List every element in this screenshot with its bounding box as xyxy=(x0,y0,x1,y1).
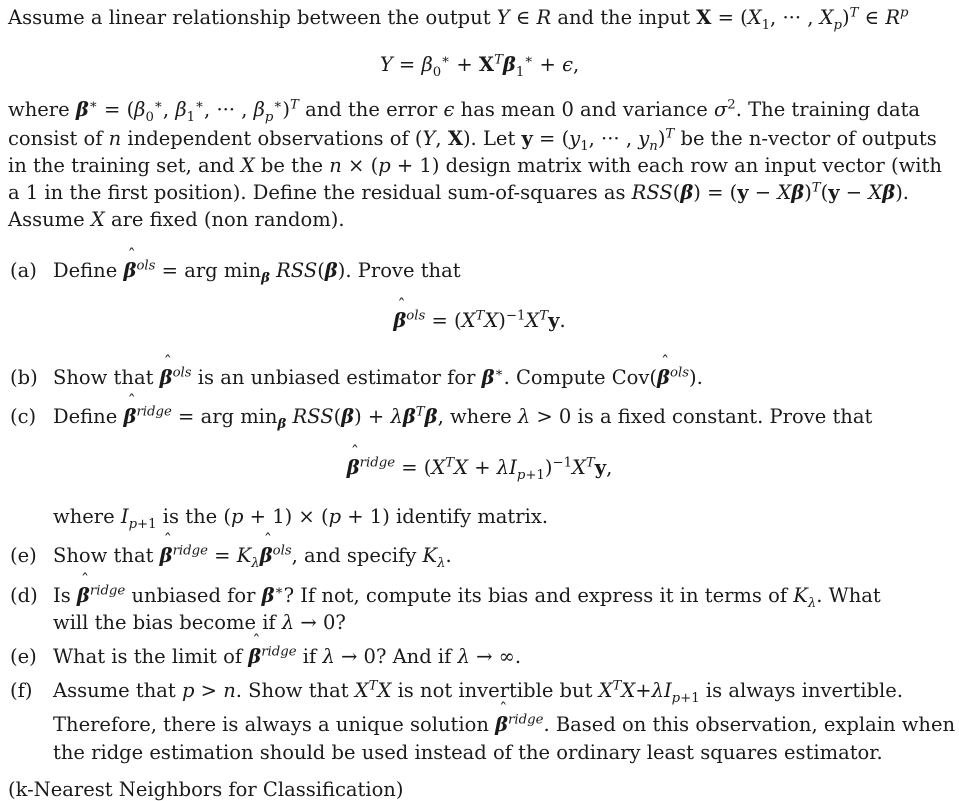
part-f-line-2: Therefore, there is always a unique solution ˆ $\beta^{ridge}$. Based on this observation, explain when xyxy=(53,713,955,736)
part-d: (d) Is ˆ $\beta^{ridge}$ unbiased for β∗? If not, compute its bias and express it in terms of $K_\lambda$. What xyxy=(10,584,881,607)
part-b: (b) Show that ˆ $\beta^{ols}$ is an unbiased estimator for β∗. Compute Cov(ˆ $\beta^{ols}$). xyxy=(10,366,703,389)
part-e-second: (e) What is the limit of ˆ $\beta^{ridge}$ if λ → 0? And if λ → ∞. xyxy=(10,645,521,668)
next-section-heading-cut: (k-Nearest Neighbors for Classification) xyxy=(8,778,404,801)
intro-line-2: where $\beta^∗ = (\beta_0^∗$, $\beta_1^∗$, ··· , $\beta_p^∗)^T$ and the error ϵ has mean 0 and variance $\sigma^2$. The training data xyxy=(8,97,921,125)
model-equation: $Y = \beta_0^∗ + X^T\beta_1^∗ + \epsilon$, xyxy=(379,52,580,80)
intro-line-5: a 1 in the first position). Define the residual sum-of-squares as $RSS(\beta) = (y - X\beta)^T(y - X\beta)$. xyxy=(8,180,909,204)
intro-line-1: Assume a linear relationship between the output Y ∈ R and the input $X = (X_1$, ··· , $X_p)^T$ ∈ $R^p$ xyxy=(8,5,909,33)
part-a: (a) Define ˆ $\beta^{ols}$ = arg $\min_\beta RSS(\beta)$. Prove that xyxy=(10,259,461,282)
ols-equation: ˆ $\beta^{ols} = (X^TX)^{-1}X^Ty$. xyxy=(0,309,959,332)
part-c-identity-note: where $I_{p+1}$ is the (p + 1) × (p + 1) identify matrix. xyxy=(53,505,549,532)
part-f-line-3: the ridge estimation should be used instead of the ordinary least squares estimator. xyxy=(53,741,883,764)
intro-line-3: consist of n independent observations of (Y, X). Let $y = (y_1$, ··· , $y_n)^T$ be the n-vector of outputs xyxy=(8,126,937,154)
intro-line-4: in the training set, and X be the n × (p + 1) design matrix with each row an input vector (with xyxy=(8,154,942,177)
part-f: (f) Assume that p > n. Show that $X^TX$ is not invertible but $X^TX+\lambda I_{p+1}$ is always invertible. xyxy=(10,678,903,706)
part-c: (c) Define ˆ $\beta^{ridge}$ = arg $\min_\beta RSS(\beta) + \lambda\beta^T\beta$, where λ > 0 is a fixed constant. Prove that xyxy=(10,405,872,428)
part-e-first: (e) Show that ˆ $\beta^{ridge}$ = $K_\lambda ˆ$ $\beta^{ols}$, and specify $K_\lambda$. xyxy=(10,544,452,567)
ridge-equation: ˆ $\beta^{ridge} = (X^TX + \lambda I_{p+1})^{-1}X^Ty$, xyxy=(0,456,959,479)
part-d-line-2: will the bias become if λ → 0? xyxy=(53,611,346,634)
intro-line-6: Assume X are fixed (non random). xyxy=(8,208,345,231)
